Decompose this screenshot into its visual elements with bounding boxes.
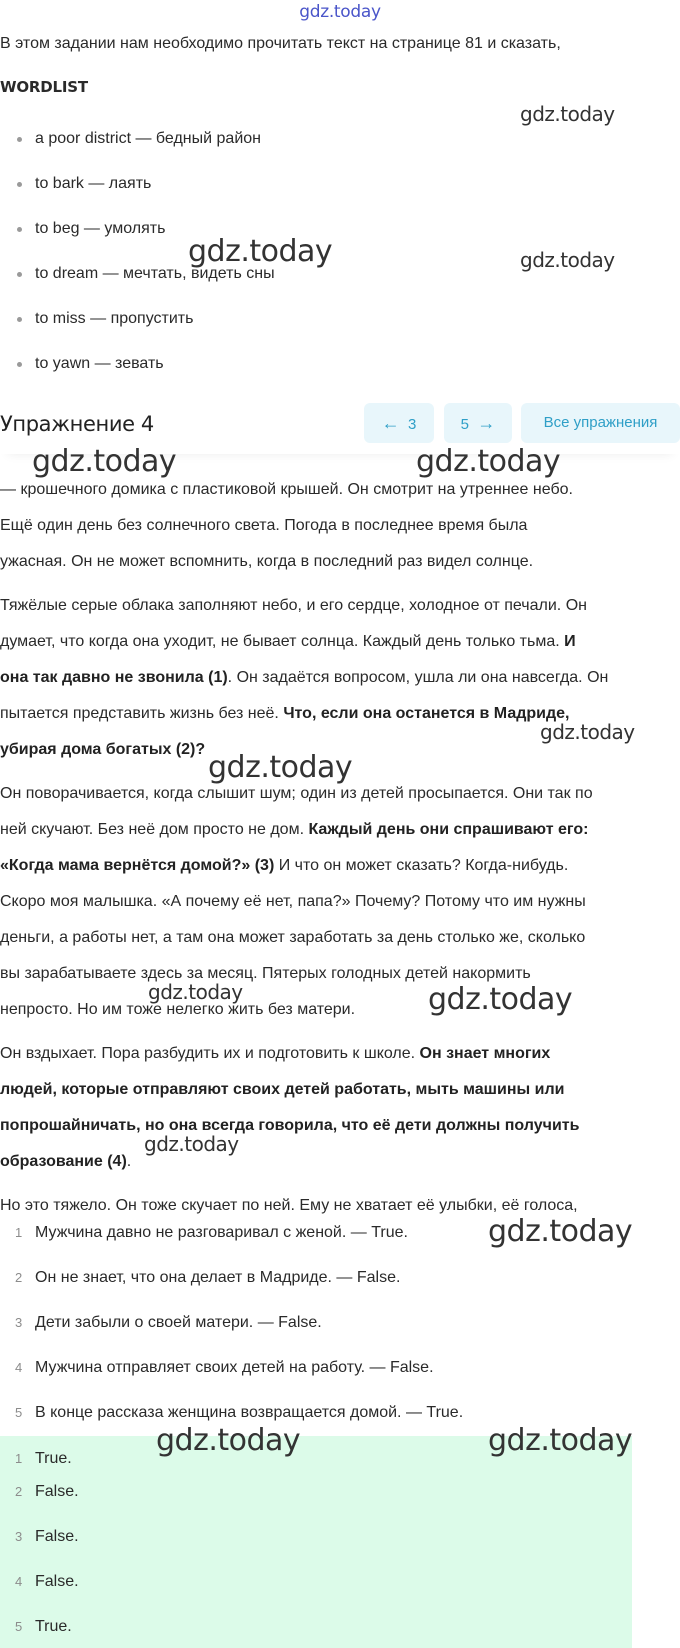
site-logo[interactable]: gdz.today <box>299 2 381 22</box>
story-line: Но это тяжело. Он тоже скучает по ней. Ему не хватает её улыбки, её голоса, <box>0 1197 578 1214</box>
story-paragraph <box>0 776 680 1028</box>
story-highlight: людей, которые отправляют своих детей работать, мыть машины или <box>0 1081 565 1098</box>
story-highlight: «Когда мама вернётся домой?» (3) <box>0 857 275 874</box>
answer-text: True. <box>35 1618 72 1635</box>
list-item <box>0 218 275 263</box>
watermark: gdz.today <box>144 1132 239 1156</box>
bullet-icon <box>17 137 22 142</box>
list-item <box>0 1481 632 1526</box>
statement-text: Дети забыли о своей матери. — False. <box>35 1314 322 1331</box>
all-exercises-button[interactable]: Все упражнения <box>521 403 680 443</box>
story-line <box>0 624 680 660</box>
answer-text: False. <box>35 1528 79 1545</box>
story-text <box>0 472 680 1224</box>
story-line: деньги, а работы нет, а там она может заработать за день столько же, сколько <box>0 929 586 946</box>
list-item <box>0 1526 632 1571</box>
story-line <box>0 1036 680 1072</box>
list-item <box>0 263 275 308</box>
story-line: ужасная. Он не может вспомнить, когда в последний раз видел солнце. <box>0 553 534 570</box>
story-line: вы зарабатываете здесь за месяц. Пятерых голодных детей накормить <box>0 965 531 982</box>
list-item <box>0 1571 632 1616</box>
list-item <box>0 308 275 353</box>
item-number: 1 <box>15 1451 23 1466</box>
wordlist-entry: to bark — лаять <box>35 175 152 192</box>
prev-exercise-label: 3 <box>408 416 417 433</box>
story-text-fragment: . Он задаётся вопросом, ушла ли она навсегда. Он <box>227 669 609 686</box>
story-paragraph <box>0 1036 680 1180</box>
answer-text: False. <box>35 1573 79 1590</box>
statement-text: Он не знает, что она делает в Мадриде. — False. <box>35 1269 401 1286</box>
bullet-icon <box>17 362 22 367</box>
list-item <box>0 173 275 218</box>
story-paragraph <box>0 1188 680 1224</box>
wordlist <box>0 128 275 398</box>
wordlist-entry: to yawn — зевать <box>35 355 164 372</box>
exercise-nav-bar <box>0 400 680 454</box>
story-text-fragment: думает, что когда она уходит, не бывает солнца. Каждый день только тьма. <box>0 633 565 650</box>
answers-list <box>0 1436 632 1648</box>
story-line <box>0 660 680 696</box>
story-line <box>0 812 680 848</box>
prev-exercise-button[interactable] <box>364 403 434 443</box>
story-line <box>0 696 680 732</box>
statement-text: Мужчина отправляет своих детей на работу. — False. <box>35 1359 434 1376</box>
item-number: 2 <box>15 1270 23 1285</box>
item-number: 3 <box>15 1315 23 1330</box>
story-text-fragment: Он вздыхает. Пора разбудить их и подготовить к школе. <box>0 1045 420 1062</box>
item-number: 4 <box>15 1360 23 1375</box>
answer-text: False. <box>35 1483 79 1500</box>
list-item <box>0 1267 630 1312</box>
exercise-title: Упражнение 4 <box>0 412 154 436</box>
story-highlight: убирая дома богатых (2)? <box>0 741 206 758</box>
story-highlight: И <box>564 633 576 650</box>
list-item <box>0 1357 630 1402</box>
watermark: gdz.today <box>428 982 573 1017</box>
story-line <box>0 1072 680 1108</box>
watermark: gdz.today <box>520 102 615 126</box>
bullet-icon <box>17 317 22 322</box>
list-item <box>0 1616 632 1648</box>
statements-list <box>0 1222 630 1447</box>
story-line: Ещё один день без солнечного света. Погода в последнее время была <box>0 517 528 534</box>
story-line: Он поворачивается, когда слышит шум; один из детей просыпается. Они так по <box>0 785 593 802</box>
watermark: gdz.today <box>416 444 561 479</box>
story-highlight: образование (4) <box>0 1153 127 1170</box>
watermark: gdz.today <box>520 248 615 272</box>
list-item <box>0 353 275 398</box>
wordlist-entry: to dream — мечтать, видеть сны <box>35 265 275 282</box>
item-number: 4 <box>15 1574 23 1589</box>
next-exercise-label: 5 <box>460 416 469 433</box>
wordlist-entry: a poor district — бедный район <box>35 130 261 147</box>
watermark: gdz.today <box>156 1423 301 1458</box>
statement-text: В конце рассказа женщина возвращается домой. — True. <box>35 1404 464 1421</box>
story-paragraph <box>0 588 680 768</box>
item-number: 5 <box>15 1405 23 1420</box>
story-line: — крошечного домика с пластиковой крышей. Он смотрит на утреннее небо. <box>0 481 573 498</box>
item-number: 5 <box>15 1619 23 1634</box>
bullet-icon <box>17 182 22 187</box>
statement-text: Мужчина давно не разговаривал с женой. — True. <box>35 1224 408 1241</box>
wordlist-entry: to miss — пропустить <box>35 310 194 327</box>
watermark: gdz.today <box>148 980 243 1004</box>
watermark: gdz.today <box>32 444 177 479</box>
list-item <box>0 1222 630 1267</box>
story-highlight: Что, если она останется в Мадриде, <box>283 705 570 722</box>
next-exercise-button[interactable] <box>444 403 512 443</box>
intro-text: В этом задании нам необходимо прочитать текст на странице 81 и сказать, <box>0 35 561 52</box>
list-item <box>0 1436 632 1481</box>
story-text-fragment: . <box>126 1153 132 1170</box>
story-line <box>0 1108 680 1144</box>
story-highlight: Он знает многих <box>419 1045 551 1062</box>
story-text-fragment: И что он может сказать? Когда-нибудь. <box>274 857 569 874</box>
story-line <box>0 732 680 768</box>
story-text-fragment: пытается представить жизнь без неё. <box>0 705 284 722</box>
wordlist-entry: to beg — умолять <box>35 220 166 237</box>
arrow-right-icon: → <box>477 413 496 433</box>
item-number: 3 <box>15 1529 23 1544</box>
wordlist-heading: WORDLIST <box>0 78 88 96</box>
story-line <box>0 1144 680 1180</box>
story-highlight: Каждый день они спрашивают его: <box>308 821 589 838</box>
watermark: gdz.today <box>188 234 333 269</box>
story-line: непросто. Но им тоже нелегко жить без матери. <box>0 1001 356 1018</box>
arrow-left-icon: ← <box>381 413 400 433</box>
item-number: 1 <box>15 1225 23 1240</box>
watermark: gdz.today <box>540 720 635 744</box>
story-highlight: попрошайничать, но она всегда говорила, что её дети должны получить <box>0 1117 580 1134</box>
story-paragraph <box>0 472 680 580</box>
story-line: Тяжёлые серые облака заполняют небо, и его сердце, холодное от печали. Он <box>0 597 587 614</box>
story-text-fragment: ней скучают. Без неё дом просто не дом. <box>0 821 309 838</box>
story-highlight: она так давно не звонила (1) <box>0 669 228 686</box>
story-line: Скоро моя малышка. «А почему её нет, папа?» Почему? Потому что им нужны <box>0 893 586 910</box>
list-item <box>0 1312 630 1357</box>
answer-text: True. <box>35 1450 72 1467</box>
list-item <box>0 128 275 173</box>
watermark: gdz.today <box>488 1214 633 1249</box>
watermark: gdz.today <box>208 750 353 785</box>
watermark: gdz.today <box>488 1423 633 1458</box>
bullet-icon <box>17 272 22 277</box>
bullet-icon <box>17 227 22 232</box>
story-line <box>0 848 680 884</box>
item-number: 2 <box>15 1484 23 1499</box>
